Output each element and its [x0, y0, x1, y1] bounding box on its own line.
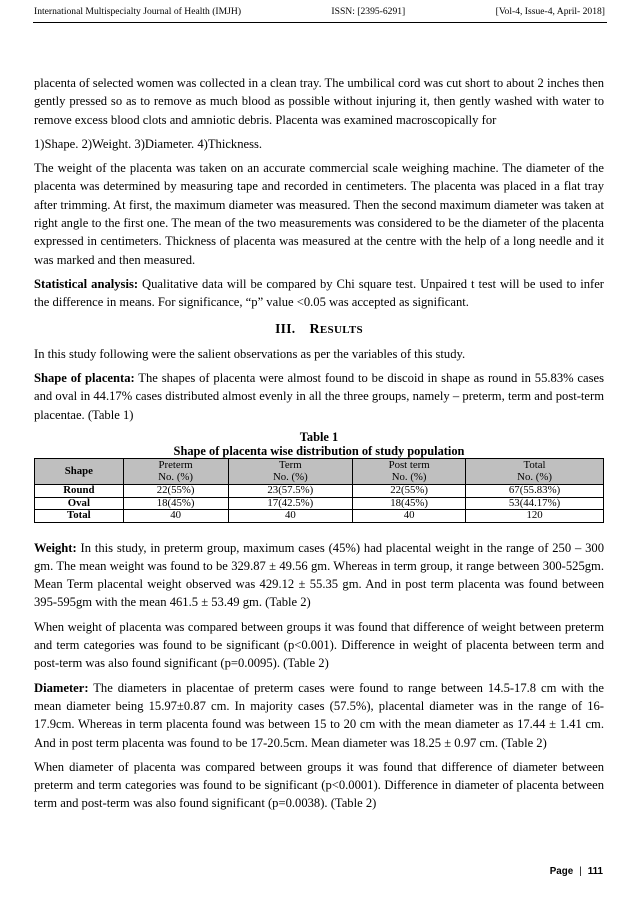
section-heading-results [34, 320, 604, 339]
paragraph-text: The shapes of placenta were almost found to be discoid in shape as round in 55.83% cases and oval in 44.17% cases distributed almost evenly in all the three groups, namely – preterm, term and post-term placentae. (Table 1) [34, 371, 605, 422]
paragraph-shape [34, 369, 604, 424]
table-cell: 40 [228, 510, 353, 523]
run-in-heading: Diameter: [34, 680, 89, 695]
table-cell: 17(42.5%) [228, 497, 353, 510]
column-header-term: Term No. (%) [228, 459, 353, 485]
page-number: 111 [587, 866, 603, 877]
table-cell: 120 [466, 510, 604, 523]
paragraph-diameter [34, 679, 604, 752]
table-row-total [35, 510, 604, 523]
header-divider [33, 22, 607, 23]
table-cell: 18(45%) [353, 497, 466, 510]
table-cell: 22(55%) [353, 485, 466, 498]
column-header-shape: Shape [35, 459, 124, 485]
paragraph-weight [34, 539, 604, 612]
paragraph-text: Qualitative data will be compared by Chi square test. Unpaired t test will be used to infer the difference in means. For significance, “p” value <0.05 was accepted as significant. [34, 276, 604, 310]
section-title-initial: R [309, 321, 320, 337]
page-label: Page [549, 866, 574, 877]
paragraph-statistical-analysis [34, 275, 604, 312]
section-number: III. [275, 320, 296, 336]
table-cell: 18(45%) [123, 497, 228, 510]
table-header-row [35, 459, 604, 485]
table-row [35, 497, 604, 510]
row-label: Round [35, 485, 124, 498]
table-cell: 67(55.83%) [466, 485, 604, 498]
footer-separator: | [579, 866, 582, 877]
run-in-heading: Shape of placenta: [34, 371, 135, 386]
paragraph-list: 1)Shape. 2)Weight. 3)Diameter. 4)Thickness. [34, 136, 263, 151]
table-title: Shape of placenta wise distribution of study population [173, 444, 465, 459]
shape-table [34, 458, 604, 523]
table-caption [34, 430, 604, 458]
section-title-rest: ESULTS [319, 323, 363, 336]
running-header [34, 6, 605, 17]
table-number: Table 1 [299, 430, 339, 445]
paragraph-text: The diameters in placentae of preterm cases were found to range between 14.5-17.8 cm with the mean diameter being 15.97±0.87 cm. In majority cases (57.5%), placental diameter was in the range of 16-17.9cm. Whereas in term placenta found was between 15 to 20 cm with the mean diameter as 17.44 ± 1.41 cm. And in post term placenta was found to be 17-20.5cm. Mean diameter was 18.25 ± 0.97 cm. (Table 2) [34, 680, 604, 750]
journal-name: International Multispecialty Journal of Health (IMJH) [34, 6, 242, 17]
run-in-heading: Statistical analysis: [34, 276, 139, 291]
row-label: Total [35, 510, 124, 523]
table-cell: 22(55%) [123, 485, 228, 498]
paragraph-text: In this study, in preterm group, maximum cases (45%) had placental weight in the range of 250 – 300 gm. The mean weight was found to be 329.87 ± 49.56 gm. Whereas in term group, it range between 300-525gm. Mean Term placental weight observed was 429.12 ± 55.35 gm. And in post term placenta was found between 395-595gm with the mean 461.5 ± 53.49 gm. (Table 2) [34, 540, 604, 610]
paragraph: In this study following were the salient observations as per the variables of this study. [34, 346, 466, 361]
column-header-total: Total No. (%) [466, 459, 604, 485]
table-row [35, 485, 604, 498]
page-footer [0, 866, 603, 877]
table-cell: 23(57.5%) [228, 485, 353, 498]
paragraph: The weight of the placenta was taken on an accurate commercial scale weighing machine. The diameter of the placenta was determined by measuring tape and recorded in centimeters. The placenta was placed in a flat tray after trimming. At first, the maximum diameter was measured. Then the second maximum diameter was taken at right angle to the first one. The mean of the two measurements was considered to be the diameter of the placenta expressed in centimeters. Thickness of placenta was measured at the centre with the help of a long needle and it was marked and then measured. [34, 161, 604, 267]
column-header-preterm: Preterm No. (%) [123, 459, 228, 485]
table-cell: 40 [123, 510, 228, 523]
paragraph: When weight of placenta was compared between groups it was found that difference of weight between preterm and term categories was found to be significant (p<0.001). Difference in weight of placenta between term and post-term was also found significant (p=0.0095). (Table 2) [34, 619, 604, 671]
paragraph: When diameter of placenta was compared between groups it was found that difference of diameter between preterm and term categories was found to be significant (p<0.0001). Difference in diameter of placenta between term and post-term was also found significant (p=0.0038). (Table 2) [34, 759, 604, 811]
column-header-post-term: Post term No. (%) [353, 459, 466, 485]
table-cell: 53(44.17%) [466, 497, 604, 510]
run-in-heading: Weight: [34, 540, 77, 555]
row-label: Oval [35, 497, 124, 510]
article-body [34, 74, 604, 819]
table-cell: 40 [353, 510, 466, 523]
paragraph: placenta of selected women was collected in a clean tray. The umbilical cord was cut short to about 2 inches then gently pressed so as to remove as much blood as possible without injuring it, then gently washed with water to remove excess blood clots and amniotic debris. Placenta was examined macroscopically for [34, 76, 604, 127]
issn: ISSN: [2395-6291] [331, 6, 406, 17]
volume-issue: [Vol-4, Issue-4, April- 2018] [495, 6, 605, 17]
